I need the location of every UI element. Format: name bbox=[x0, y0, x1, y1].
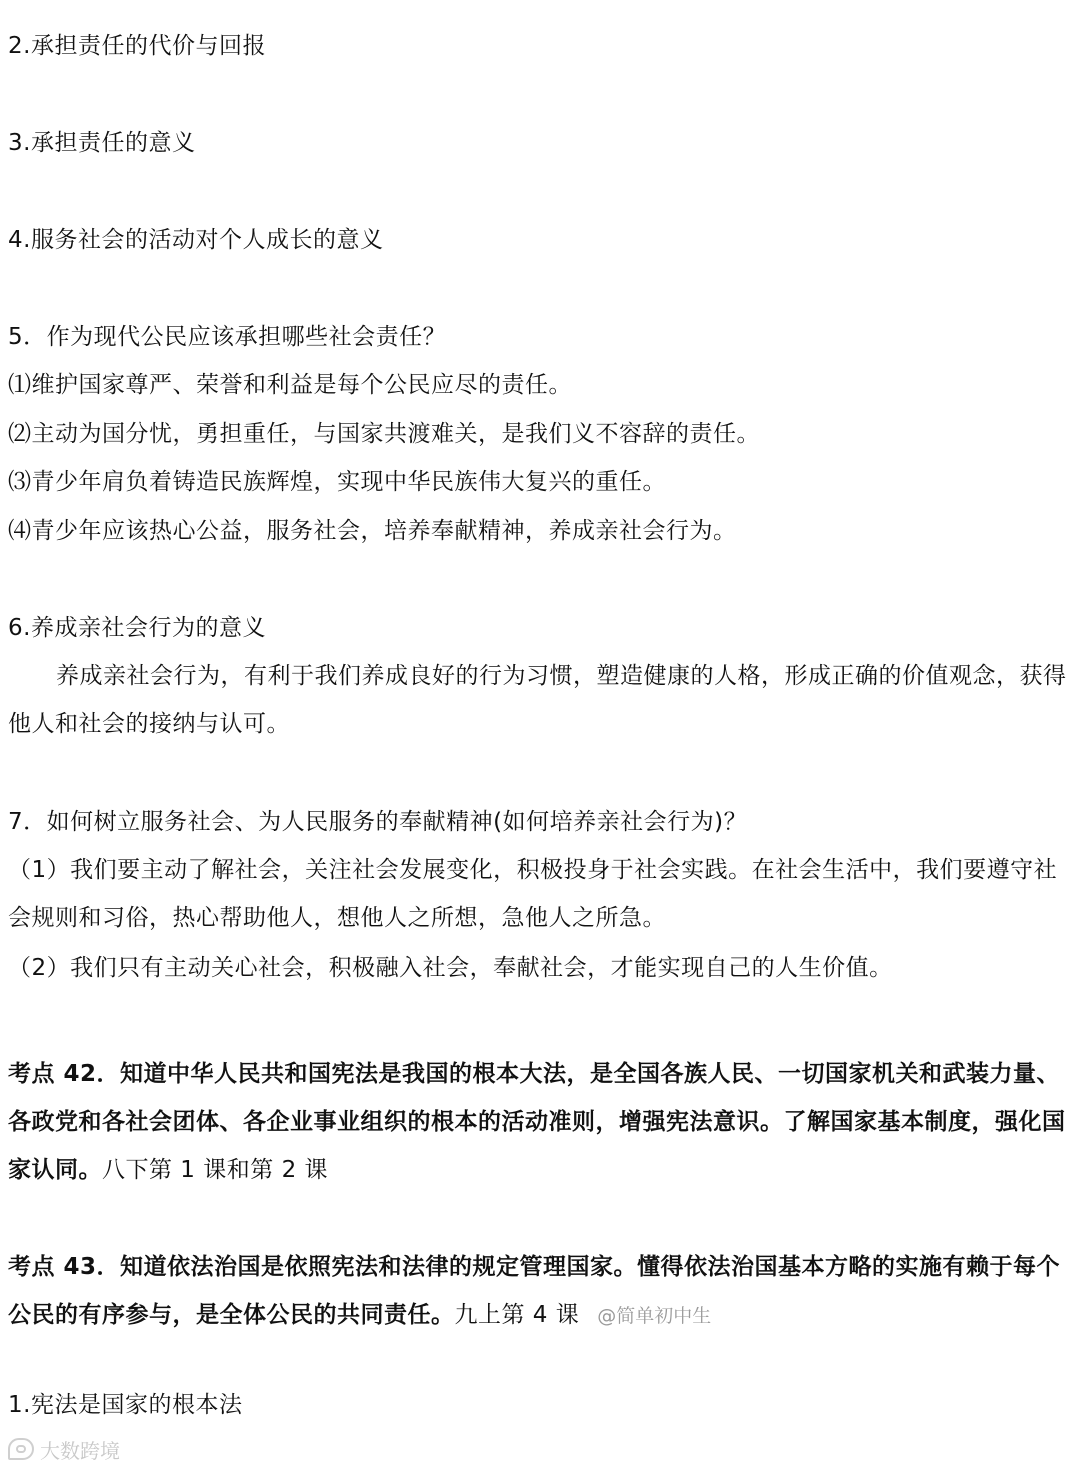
heading-significance: 3.承担责任的意义 bbox=[8, 130, 196, 156]
question-7: 7．如何树立服务社会、为人民服务的奉献精神(如何培养亲社会行为)？ bbox=[8, 809, 748, 835]
answer-5-item-4: ⑷青少年应该热心公益，服务社会，培养奉献精神，养成亲社会行为。 bbox=[8, 518, 737, 544]
heading-prosocial-meaning: 6.养成亲社会行为的意义 bbox=[8, 615, 266, 641]
exam-point-43-text: 考点 43．知道依法治国是依照宪法和法律的规定管理国家。懂得依法治国基本方略的实施有赖于每个公民的有序参与，是全体公民的共同责任。 bbox=[8, 1254, 1061, 1328]
exam-point-43 bbox=[8, 1243, 1072, 1340]
exam-point-42 bbox=[8, 1050, 1072, 1194]
heading-constitution: 1.宪法是国家的根本法 bbox=[8, 1392, 243, 1418]
exam-point-42-reference: 八下第 1 课和第 2 课 bbox=[102, 1157, 329, 1183]
answer-5-item-3: ⑶青少年肩负着铸造民族辉煌，实现中华民族伟大复兴的重任。 bbox=[8, 469, 666, 495]
footer-logo-text: 大数跨境 bbox=[40, 1438, 120, 1463]
exam-point-42-text: 考点 42．知道中华人民共和国宪法是我国的根本大法，是全国各族人民、一切国家机关和武装力量、各政党和各社会团体、各企业事业组织的根本的活动准则，增强宪法意识。了解国家基本制度，强化国家认同。 bbox=[8, 1061, 1066, 1183]
answer-7-item-1: （1）我们要主动了解社会，关注社会发展变化，积极投身于社会实践。在社会生活中，我们要遵守社会规则和习俗，热心帮助他人，想他人之所想，急他人之所急。 bbox=[8, 857, 1058, 931]
exam-point-43-reference: 九上第 4 课 bbox=[454, 1302, 580, 1328]
heading-cost-and-reward: 2.承担责任的代价与回报 bbox=[8, 33, 266, 59]
chat-bubble-logo-icon bbox=[8, 1438, 34, 1460]
footer-logo bbox=[8, 1436, 120, 1462]
answer-5-item-1: ⑴维护国家尊严、荣誉和利益是每个公民应尽的责任。 bbox=[8, 372, 572, 398]
answer-5-item-2: ⑵主动为国分忧，勇担重任，与国家共渡难关，是我们义不容辞的责任。 bbox=[8, 421, 760, 447]
author-watermark: @简单初中生 bbox=[597, 1305, 712, 1327]
heading-service-activities: 4.服务社会的活动对个人成长的意义 bbox=[8, 227, 384, 253]
paragraph-prosocial-meaning: 养成亲社会行为，有利于我们养成良好的行为习惯，塑造健康的人格，形成正确的价值观念，获得他人和社会的接纳与认可。 bbox=[8, 663, 1067, 737]
question-5: 5．作为现代公民应该承担哪些社会责任？ bbox=[8, 324, 447, 350]
answer-7-item-2: （2）我们只有主动关心社会，积极融入社会，奉献社会，才能实现自己的人生价值。 bbox=[8, 955, 893, 981]
